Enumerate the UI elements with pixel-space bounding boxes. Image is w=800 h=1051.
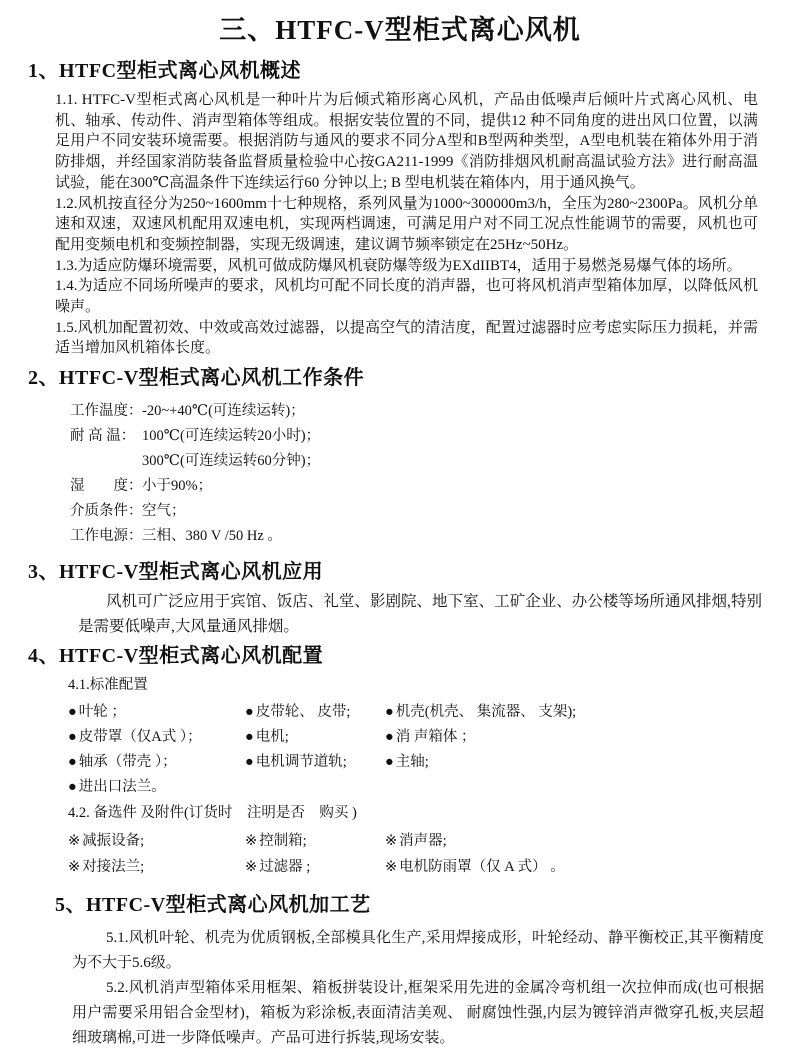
condition-row-medium: [70, 499, 800, 524]
paragraph-5-1: 5.1.风机叶轮、机壳为优质钢板,全部模具化生产,采用焊接成形，叶轮经动、静平衡校正,其平衡精度为不大于5.6级。: [72, 930, 764, 972]
asterisk-icon: ※: [245, 833, 258, 850]
config-item-silencer-box: [385, 725, 780, 750]
bullet-icon: ●: [68, 704, 77, 721]
config-item-label: 叶轮 ；: [78, 704, 126, 721]
config-item-motor: [245, 725, 385, 750]
condition-value: 三相、380 V /50 Hz 。: [142, 528, 282, 545]
config-item-label: 进出口法兰。: [78, 779, 166, 796]
option-item-label: 减振设备;: [82, 833, 145, 850]
config-item-motor-rail: [245, 750, 385, 775]
bullet-icon: ●: [245, 729, 254, 746]
condition-label: 工作电源：: [70, 528, 143, 545]
section-5-heading: 5、HTFC-V型柜式离心风机加工艺: [55, 894, 371, 917]
config-item-pulley-belt: [245, 700, 385, 725]
config-item-label: 机壳(机壳、 集流器、 支架);: [395, 704, 577, 721]
option-item-label: 电机防雨罩（仅 A 式） 。: [399, 859, 565, 876]
paragraph-5-2: 5.2.风机消声型箱体采用框架、箱板拼装设计,框架采用先进的金属冷弯机组一次拉伸而成(也可根据用户需要采用铝合金型材)，箱板为彩涂板,表面清洁美观、 耐腐蚀性强,内层为镀锌消声微穿孔板,夹层超细玻璃棉,可进一步降低噪声。产品可进行拆装,现场安装。: [72, 980, 764, 1047]
condition-row-heat-resistance: [70, 424, 800, 449]
config-item-label: 电机调节道轨;: [255, 754, 347, 771]
condition-row-humidity: [70, 474, 800, 499]
asterisk-icon: ※: [385, 833, 398, 850]
page-title: 三、HTFC-V型柜式离心风机: [219, 15, 581, 45]
config-item-label: 主轴;: [395, 754, 429, 771]
config-item-belt-cover: [68, 725, 245, 750]
subheading-4-1: 4.1.标准配置: [68, 677, 148, 694]
condition-label: 耐 高 温：: [70, 428, 136, 445]
condition-value: 100℃(可连续运转20小时)；: [142, 428, 321, 445]
config-item-main-shaft: [385, 750, 780, 775]
section-2-heading: 2、HTFC-V型柜式离心风机工作条件: [28, 367, 365, 390]
paragraph-1-2: 1.2.风机按直径分为250~1600mm十七种规格，系列风量为1000~300000m3/h，全压为280~2300Pa。风机分单速和双速，双速风机配用双速电机，实现两档调速，可满足用户对不同工况点性能调节的需要，风机也可配用变频电机和变频控制器，实现无级调速，建议调节频率锁定在25Hz~50Hz。: [55, 195, 758, 253]
asterisk-icon: ※: [68, 833, 81, 850]
bullet-icon: ●: [68, 729, 77, 746]
bullet-icon: ●: [68, 754, 77, 771]
condition-label: 介质条件：: [70, 503, 143, 520]
bullet-icon: ●: [68, 779, 77, 796]
condition-label: [70, 449, 142, 474]
condition-row-power: [70, 524, 800, 549]
option-item-rain-cover: [385, 854, 780, 880]
section-3-paragraph: 风机可广泛应用于宾馆、饭店、礼堂、影剧院、地下室、工矿企业、办公楼等场所通风排烟,特别是需要低噪声,大风量通风排烟。: [78, 593, 762, 636]
subheading-4-2: 4.2. 备选件 及附件(订货时 注明是否 购买 ): [68, 805, 357, 822]
asterisk-icon: ※: [68, 859, 81, 876]
paragraph-1-4: 1.4.为适应不同场所噪声的要求，风机均可配不同长度的消声器，也可将风机消声型箱体加厚，以降低风机噪声。: [55, 278, 758, 316]
option-item-label: 对接法兰;: [82, 859, 145, 876]
bullet-icon: ●: [385, 704, 394, 721]
option-item-damping: [68, 828, 245, 854]
config-item-label: 皮带罩（仅A式 ）；: [78, 729, 202, 746]
asterisk-icon: ※: [245, 859, 258, 876]
bullet-icon: ●: [245, 754, 254, 771]
config-item-impeller: [68, 700, 245, 725]
condition-value: -20~+40℃(可连续运转)；: [142, 403, 305, 420]
bullet-icon: ●: [385, 754, 394, 771]
option-item-muffler: [385, 828, 780, 854]
condition-label: 工作温度：: [70, 403, 143, 420]
option-item-control-box: [245, 828, 385, 854]
paragraph-1-5: 1.5.风机加配置初效、中效或高效过滤器，以提高空气的清洁度，配置过滤器时应考虑实际压力损耗，并需适当增加风机箱体长度。: [55, 319, 758, 357]
config-item-flange: [68, 775, 245, 800]
option-item-filter: [245, 854, 385, 880]
option-item-label: 消声器;: [399, 833, 447, 850]
config-item-label: 皮带轮、 皮带;: [255, 704, 351, 721]
condition-value: 空气；: [142, 503, 186, 520]
bullet-icon: ●: [385, 729, 394, 746]
condition-row-temperature: [70, 399, 800, 424]
condition-label: 湿 度：: [70, 478, 143, 495]
config-item-label: 电机;: [255, 729, 289, 746]
section-4-heading: 4、HTFC-V型柜式离心风机配置: [28, 645, 324, 668]
optional-config-grid: [68, 828, 780, 880]
asterisk-icon: ※: [385, 859, 398, 876]
option-item-butt-flange: [68, 854, 245, 880]
option-item-label: 过滤器 ;: [259, 859, 311, 876]
standard-config-grid: [68, 700, 780, 800]
option-item-label: 控制箱;: [259, 833, 307, 850]
config-item-casing: [385, 700, 780, 725]
config-item-bearing: [68, 750, 245, 775]
section-3-heading: 3、HTFC-V型柜式离心风机应用: [28, 561, 324, 584]
config-item-label: 轴承（带壳 ）；: [78, 754, 177, 771]
condition-value: 小于90%；: [142, 478, 213, 495]
paragraph-1-1: 1.1. HTFC-V型柜式离心风机是一种叶片为后倾式箱形离心风机，产品由低噪声后倾叶片式离心风机、电机、轴承、传动件、消声型箱体等组成。根据安装位置的不同，提供12 种不同角度的进出风口位置，以满足用户不同安装环境需要。根据消防与通风的要求不同分A型和B型两种类型，A型电机装在箱体外用于消防排烟，并经国家消防装备监督质量检验中心按GA211-1999《消防排烟风机耐高温试验方法》进行耐高温试验，能在300℃高温条件下连续运行60 分钟以上; B 型电机装在箱体内，用于通风换气。: [55, 92, 758, 191]
working-conditions-list: [70, 399, 800, 549]
condition-row-heat-resistance-2: [70, 449, 800, 474]
condition-value: 300℃(可连续运转60分钟)；: [142, 453, 321, 470]
section-1-heading: 1、HTFC型柜式离心风机概述: [28, 60, 302, 82]
bullet-icon: ●: [245, 704, 254, 721]
paragraph-1-3: 1.3.为适应防爆环境需要，风机可做成防爆风机衰防爆等级为EXdIIBT4，适用于易燃尧易爆气体的场所。: [55, 257, 742, 274]
config-item-label: 消 声箱体 ；: [395, 729, 476, 746]
